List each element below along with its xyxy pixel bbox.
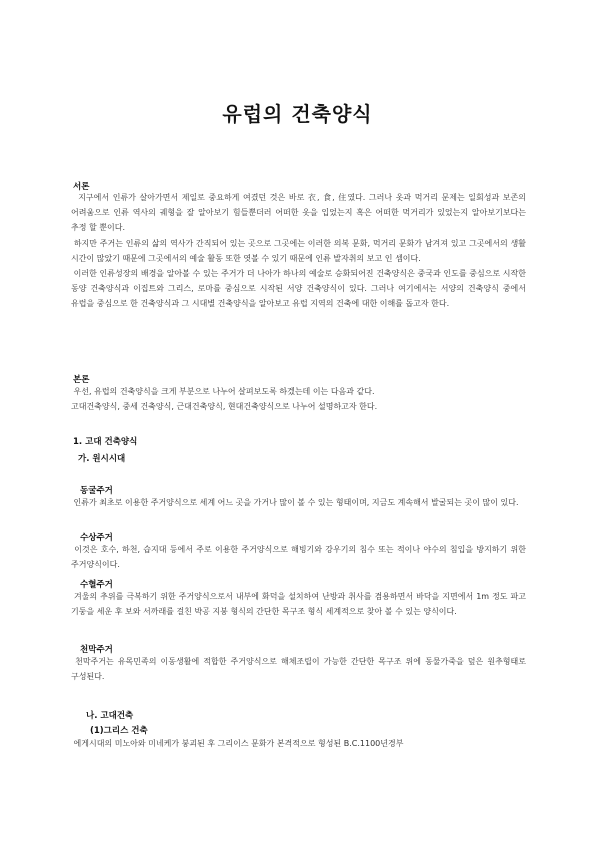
intro-paragraph: 지구에서 인류가 살아가면서 제일로 중요하게 여겼던 것은 바로 衣, 食, 住였다. 그러나 옷과 먹거리 문제는 일회성과 보존의 어려움으로 인류 역사의 궤형을 잘 알아보기 힘들뿐더러 어떠한 옷을 입었는지 혹은 어떠한 먹거리가 있었는지 알아보기보다는 추정 할 뿐이다. (71, 193, 526, 233)
intro-text (71, 190, 526, 312)
body-text (71, 384, 526, 414)
body-paragraph: 고대건축양식, 중세 건축양식, 근대건축양식, 현대건축양식으로 나누어 설명하고자 한다. (71, 402, 378, 412)
item-text: 인류가 최초로 이용한 주거양식으로 세계 어느 곳을 가거나 많이 볼 수 있는 형태이며, 지금도 계속해서 발굴되는 곳이 많이 있다. (73, 498, 519, 507)
item-text: 천막주거는 유목민족의 이동생활에 적합한 주거양식으로 해체조립이 가능한 간단한 목구조 위에 동물가죽을 덮은 원추형태로 구성된다. (71, 657, 526, 682)
subsection-b1-heading: (1)그리스 건축 (90, 726, 148, 736)
item-heading: 동굴주거 (80, 486, 113, 496)
section1-heading: 1. 고대 건축양식 (73, 437, 138, 447)
item-heading: 수상주거 (80, 533, 113, 543)
body-paragraph: 우선, 유럽의 건축양식을 크게 부분으로 나누어 살펴보도록 하겠는데 이는 다음과 같다. (73, 387, 375, 396)
page-title: 유럽의 건축양식 (222, 102, 373, 126)
item-heading: 수혈주거 (80, 580, 113, 590)
item-text: 겨울의 추위를 극복하기 위한 주거양식으로서 내부에 화덕을 설치하여 난방과 취사를 겸용하면서 바닥을 지면에서 1m 정도 파고 기둥을 세운 후 보와 서까래를 걸친 박공 지붕 형식의 간단한 목구조 형식 세계적으로 찾아 볼 수 있는 양식이다. (71, 592, 526, 617)
subsection-a-heading: 가. 원시시대 (78, 454, 126, 464)
body-heading: 본론 (73, 375, 90, 385)
intro-paragraph: 하지만 주거는 인류의 삶의 역사가 간직되어 있는 곳으로 그곳에는 이러한 의복 문화, 먹거리 문화가 남겨져 있고 그곳에서의 생활 시간이 많았기 때문에 그곳에서의 예술 활동 또한 엿볼 수 있기 때문에 인류 발자취의 보고 인 셈이다. (71, 238, 526, 263)
intro-heading: 서론 (73, 182, 90, 192)
item-text: 이것은 호수, 하천, 습지대 등에서 주로 이용한 주거양식으로 해빙기와 강우기의 침수 또는 적이나 야수의 침입을 방지하기 위한 주거양식이다. (71, 545, 526, 570)
item-heading: 천막주거 (80, 645, 113, 655)
subsection-b1-text: 에게시대의 미노아와 미네케가 붕괴된 후 그리이스 문화가 본격적으로 형성된 B.C.1100년경부 (73, 739, 404, 748)
intro-paragraph: 이러한 인류성장의 배경을 알아볼 수 있는 주거가 더 나아가 하나의 예술로 승화되어진 건축양식은 중국과 인도를 중심으로 시작한 동양 건축양식과 이집트와 그리스, 로마를 중심으로 시작된 서양 건축양식이 있다. 그러나 여기에서는 서양의 건축양식 중에서 유럽을 중심으로 한 건축양식과 그 시대별 건축양식을 알아보고 유럽 지역의 건축에 대한 이해를 돕고자 한다. (71, 269, 526, 309)
subsection-b-heading: 나. 고대건축 (86, 711, 134, 721)
